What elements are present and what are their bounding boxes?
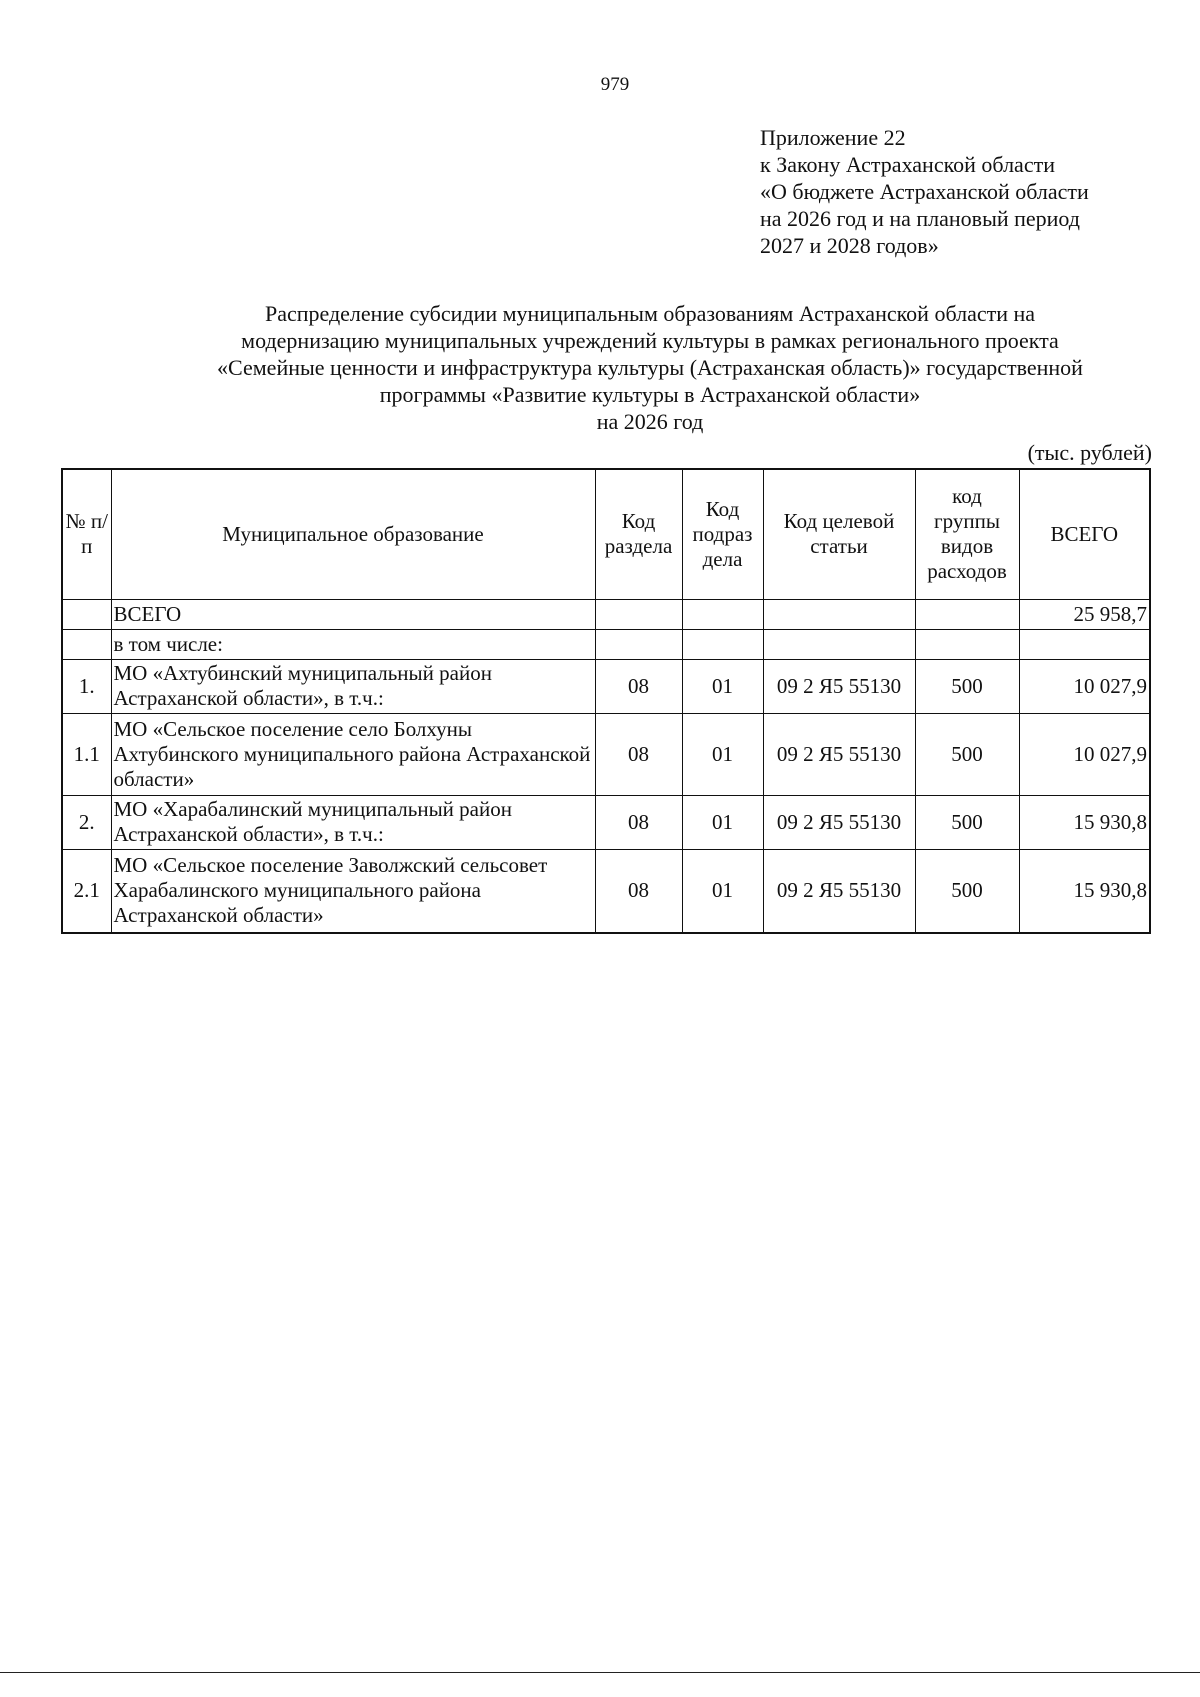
appendix-line: 2027 и 2028 годов» [760, 233, 939, 258]
total-num-cell [62, 599, 111, 629]
row-target: 09 2 Я5 55130 [763, 849, 915, 933]
row-section: 08 [595, 795, 682, 849]
row-num: 1.1 [62, 713, 111, 795]
row-name: МО «Сельское поселение Заволжский сельсовет Харабалинского муниципального района Астраханской области» [111, 849, 595, 933]
document-title [140, 300, 1160, 435]
row-subsection: 01 [682, 849, 763, 933]
row-num: 2. [62, 795, 111, 849]
including-label: в том числе: [111, 629, 595, 659]
row-target: 09 2 Я5 55130 [763, 713, 915, 795]
row-section: 08 [595, 849, 682, 933]
row-group: 500 [915, 713, 1019, 795]
empty-cell [62, 629, 111, 659]
including-row [62, 629, 1150, 659]
title-line: на 2026 год [596, 409, 704, 434]
appendix-line: Приложение 22 [760, 125, 906, 150]
row-total: 15 930,8 [1019, 849, 1150, 933]
total-row [62, 599, 1150, 629]
row-group: 500 [915, 849, 1019, 933]
empty-cell [595, 599, 682, 629]
subsidy-table [61, 468, 1151, 934]
row-subsection: 01 [682, 659, 763, 713]
units-label: (тыс. рублей) [1027, 440, 1152, 465]
header-section-code: Код раздела [595, 469, 682, 599]
row-num: 1. [62, 659, 111, 713]
table-row [62, 795, 1150, 849]
appendix-line: к Закону Астраханской области [760, 152, 1055, 177]
total-value: 25 958,7 [1019, 599, 1150, 629]
table-row [62, 659, 1150, 713]
table-row [62, 713, 1150, 795]
row-group: 500 [915, 659, 1019, 713]
row-num: 2.1 [62, 849, 111, 933]
empty-cell [1019, 629, 1150, 659]
title-line: Распределение субсидии муниципальным образованиям Астраханской области на [264, 301, 1036, 326]
appendix-line: «О бюджете Астраханской области [760, 179, 1089, 204]
row-group: 500 [915, 795, 1019, 849]
page-bottom-rule [0, 1672, 1200, 1673]
page-number: 979 [600, 74, 630, 95]
empty-cell [915, 629, 1019, 659]
row-target: 09 2 Я5 55130 [763, 659, 915, 713]
title-line: «Семейные ценности и инфраструктура культуры (Астраханская область)» государственной [217, 355, 1083, 380]
row-total: 15 930,8 [1019, 795, 1150, 849]
row-section: 08 [595, 713, 682, 795]
empty-cell [915, 599, 1019, 629]
title-line: модернизацию муниципальных учреждений культуры в рамках регионального проекта [241, 328, 1059, 353]
table-row [62, 849, 1150, 933]
empty-cell [682, 599, 763, 629]
row-target: 09 2 Я5 55130 [763, 795, 915, 849]
header-subsection-code: Код подраз дела [682, 469, 763, 599]
total-label: ВСЕГО [111, 599, 595, 629]
appendix-block [760, 124, 1089, 259]
header-municipality: Муниципальное образование [111, 469, 595, 599]
row-name: МО «Харабалинский муниципальный район Астраханской области», в т.ч.: [111, 795, 595, 849]
empty-cell [763, 629, 915, 659]
row-subsection: 01 [682, 795, 763, 849]
row-total: 10 027,9 [1019, 659, 1150, 713]
header-expense-group-code: код группы видов расходов [915, 469, 1019, 599]
header-target-code: Код целевой статьи [763, 469, 915, 599]
header-num: № п/п [62, 469, 111, 599]
row-subsection: 01 [682, 713, 763, 795]
row-section: 08 [595, 659, 682, 713]
title-line: программы «Развитие культуры в Астраханской области» [379, 382, 921, 407]
row-name: МО «Сельское поселение село Болхуны Ахтубинского муниципального района Астраханской области» [111, 713, 595, 795]
row-name: МО «Ахтубинский муниципальный район Астраханской области», в т.ч.: [111, 659, 595, 713]
appendix-line: на 2026 год и на плановый период [760, 206, 1080, 231]
empty-cell [763, 599, 915, 629]
empty-cell [595, 629, 682, 659]
header-row [62, 469, 1150, 599]
row-total: 10 027,9 [1019, 713, 1150, 795]
header-total: ВСЕГО [1019, 469, 1150, 599]
empty-cell [682, 629, 763, 659]
